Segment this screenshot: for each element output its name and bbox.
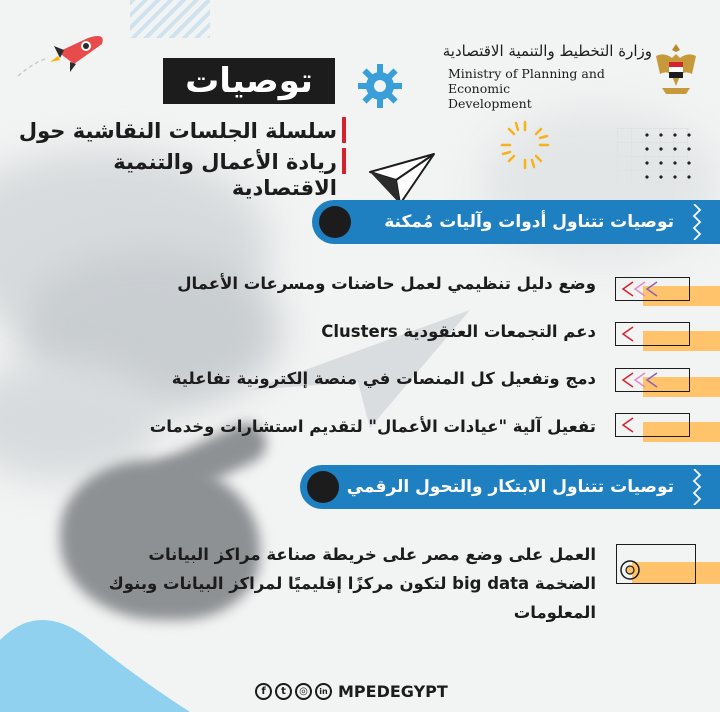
bullet-tab [615,277,690,305]
banner-circle [319,206,351,238]
red-accent-bar [342,148,346,174]
plane-shadow [250,300,480,430]
linkedin-icon[interactable]: in [315,683,332,700]
bullet-tab [615,413,690,441]
ministry-name-english-line-2: Development [448,96,532,111]
page-title: توصيات [163,58,335,104]
recommendation-item: دعم التجمعات العنقودية Clusters [321,322,596,341]
bullet-tab [615,368,690,396]
instagram-icon[interactable]: ◎ [295,683,312,700]
bullet-tab [615,322,690,350]
section-banner-tools [312,200,720,244]
arrows-icon [619,280,669,298]
recommendation-item: تفعيل آلية "عيادات الأعمال" لتقديم استشارات وخدمات [149,417,596,436]
social-handle[interactable]: MPEDEGYPT [338,681,448,701]
paragraph-line: الضخمة big data لتكون مركزًا إقليميًا لمراكز البيانات وبنوك [108,574,596,593]
arrows-icon [619,325,669,343]
banner-circle [307,471,339,503]
sunburst-icon [498,118,552,172]
section-heading: توصيات تتناول الابتكار والتحول الرقمي [346,477,674,497]
section-heading: توصيات تتناول أدوات وآليات مُمكنة [384,212,674,232]
subtitle-line-1: سلسلة الجلسات النقاشية حول [18,119,337,143]
facebook-icon[interactable]: f [255,683,272,700]
recommendation-item: وضع دليل تنظيمي لعمل حاضنات ومسرعات الأعمال [177,274,596,293]
decorative-dots [640,128,696,184]
decorative-stripes [130,0,210,38]
arrows-icon [619,371,669,389]
paragraph-line: المعلومات [513,603,596,622]
ministry-name-english [448,66,658,111]
gear-icon [356,62,404,110]
zigzag-icon [692,204,702,240]
ministry-name-arabic: وزارة التخطيط والتنمية الاقتصادية [442,42,652,60]
twitter-icon[interactable]: t [275,683,292,700]
arrows-icon [619,416,669,434]
ministry-name-english-line-1: Ministry of Planning and Economic [448,66,605,96]
zigzag-icon [692,469,702,505]
rocket-icon [14,22,114,80]
recommendation-paragraph [76,540,596,627]
target-icon [618,558,642,582]
section-banner-innovation [300,465,720,509]
subtitle-line-2: ريادة الأعمال والتنمية الاقتصادية [113,150,337,200]
red-accent-bar [342,117,346,143]
eagle-emblem-icon [654,40,698,96]
paragraph-line: العمل على وضع مصر على خريطة صناعة مراكز البيانات [148,545,596,564]
social-bar [255,681,448,701]
recommendation-item: دمج وتفعيل كل المنصات في منصة إلكترونية تفاعلية [171,369,596,388]
